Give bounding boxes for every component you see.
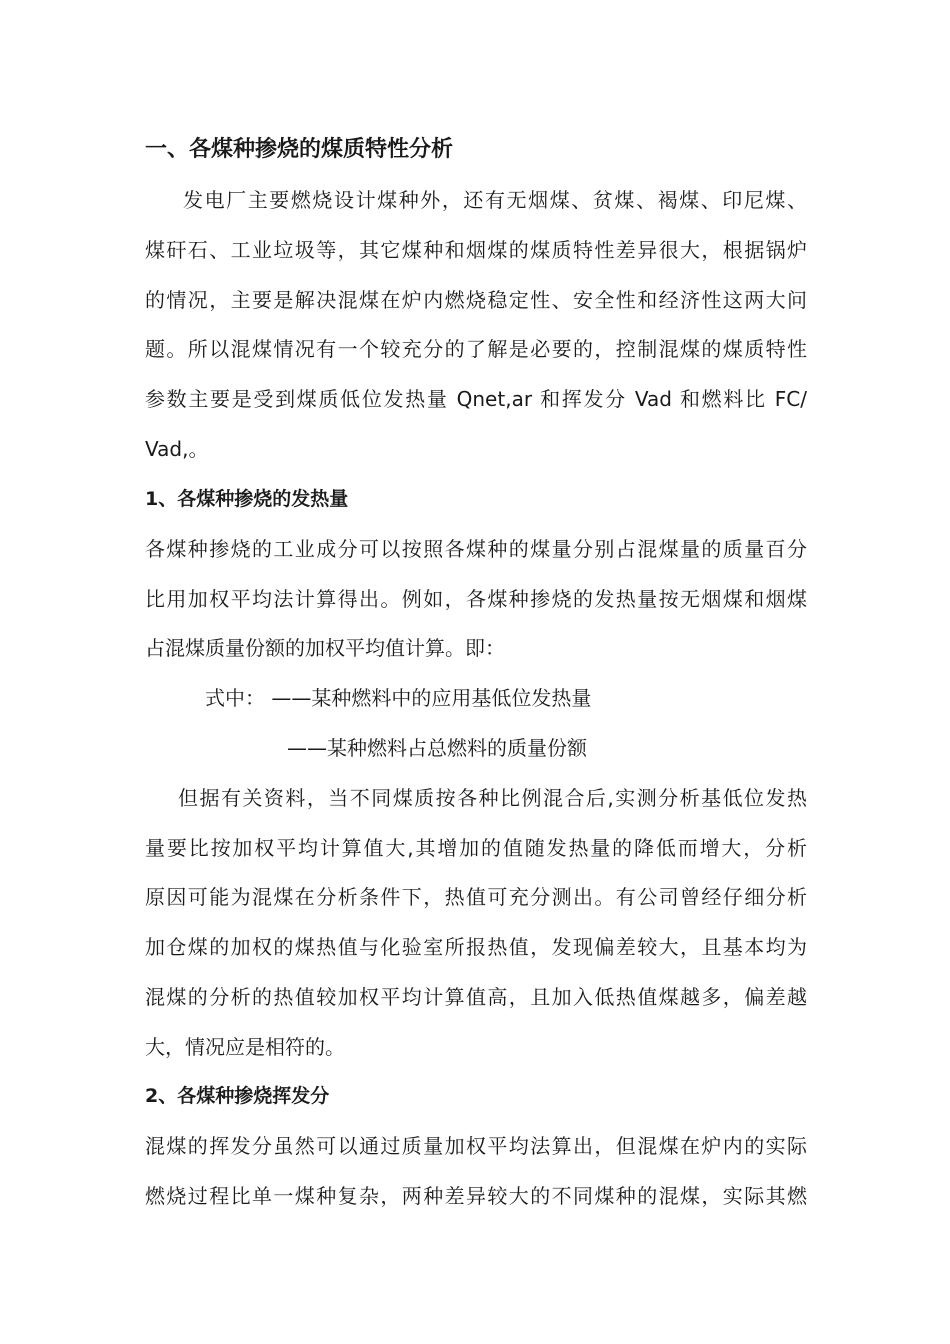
intro-line-4: 题。所以混煤情况有一个较充分的了解是必要的，控制混煤的煤质特性 — [145, 337, 807, 361]
formula-note-2: ——某种燃料占总燃料的质量份额 — [287, 736, 587, 760]
section1-p2-line-4: 加仓煤的加权的煤热值与化验室所报热值，发现偏差较大，且基本均为 — [145, 935, 807, 959]
section1-p2-line-2: 量要比按加权平均计算值大,其增加的值随发热量的降低而增大，分析 — [145, 836, 807, 860]
section1-heading: 1、各煤种掺烧的发热量 — [145, 488, 349, 510]
intro-line-6: Vad,。 — [145, 437, 209, 461]
section1-p2-line-3: 原因可能为混煤在分析条件下，热值可充分测出。有公司曾经仔细分析 — [145, 885, 807, 909]
intro-line-5: 参数主要是受到煤质低位发热量 Qnet,ar 和挥发分 Vad 和燃料比 FC/ — [145, 387, 807, 411]
section2-line-2: 燃烧过程比单一煤种复杂，两种差异较大的不同煤种的混煤，实际其燃 — [145, 1184, 807, 1208]
section1-line-3: 占混煤质量份额的加权平均值计算。即： — [145, 636, 505, 660]
formula-note-1: 式中： ——某种燃料中的应用基低位发热量 — [205, 686, 592, 710]
intro-line-2: 煤矸石、工业垃圾等，其它煤种和烟煤的煤质特性差异很大，根据锅炉 — [145, 238, 807, 262]
section2-line-1: 混煤的挥发分虽然可以通过质量加权平均法算出，但混煤在炉内的实际 — [145, 1134, 807, 1158]
section1-p2-line-1: 但据有关资料，当不同煤质按各种比例混合后,实测分析基低位发热 — [178, 786, 807, 810]
section1-line-1: 各煤种掺烧的工业成分可以按照各煤种的煤量分别占混煤量的质量百分 — [145, 537, 807, 561]
intro-line-1: 发电厂主要燃烧设计煤种外，还有无烟煤、贫煤、褐煤、印尼煤、 — [183, 188, 807, 212]
intro-line-3: 的情况，主要是解决混煤在炉内燃烧稳定性、安全性和经济性这两大问 — [145, 288, 807, 312]
main-heading: 一、各煤种掺烧的煤质特性分析 — [145, 137, 454, 162]
section1-line-2: 比用加权平均法计算得出。例如，各煤种掺烧的发热量按无烟煤和烟煤 — [145, 587, 807, 611]
section1-p2-line-5: 混煤的分析的热值较加权平均计算值高，且加入低热值煤越多，偏差越 — [145, 985, 807, 1009]
section2-heading: 2、各煤种掺烧挥发分 — [145, 1085, 330, 1107]
section1-p2-line-6: 大，情况应是相符的。 — [145, 1035, 345, 1059]
